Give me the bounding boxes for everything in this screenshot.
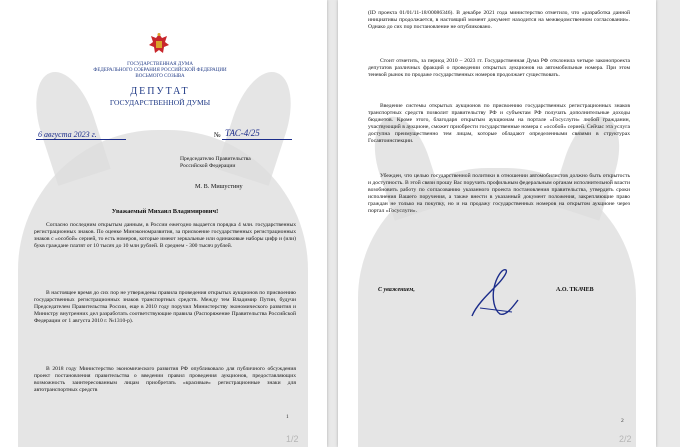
signature-icon bbox=[466, 266, 528, 322]
addressee-line-2: Российской Федерации bbox=[180, 162, 236, 169]
deputy-title: ДЕПУТАТ bbox=[130, 86, 190, 97]
salutation: Уважаемый Михаил Владимирович! bbox=[111, 208, 219, 215]
paragraph-3: В 2018 году Министерство экономического развития РФ опубликовало для публичного обсуждения проект постановления правительства о введении правил проведения аукционов, предоставляющих возможность заинтересованным лицам приобретать «красивые» регистрационные знаки для автотранспортных средств bbox=[34, 366, 296, 393]
number-prefix: № bbox=[214, 131, 221, 139]
paragraph-2: Стоит отметить, за период 2010 – 2023 гг. Государственная Дума РФ отклонила четыре законопроекта депутатов различных фракций о проведении открытых аукционов на автомобильные номера. При этом теневой рынок по продаже государственных номеров продолжает существовать. bbox=[368, 58, 630, 78]
paragraph-4: Убежден, что целью государственной политики в отношении автомобилистов должно быть открытость и доступность. В этой связи прошу Вас поручить профильным федеральным органам исполнительной власти возобновить работу по согласованию указанного проекта постановления правительства, утвердить сроки исполнения Вашего поручения, а также внести в указанный документ положения, закрепляющие право граждан не только на покупку, но и на продажу государственных номеров на открытом аукционе через портал «Госуслуги». bbox=[368, 173, 630, 214]
number-line bbox=[222, 139, 292, 140]
paragraph-2: В настоящее время до сих пор не утверждены правила проведения открытых аукционов по присвоению государственных регистрационных знаков транспортных средств. Между тем Владимир Путин, будучи Председателем Правительства России, еще в 2010 году поручил Министерству экономического развития и Министру внутренних дел разработать соответствующие правила (Распоряжение Правительства Российской Федерации от 1 августа 2010 г. №1310-р). bbox=[34, 290, 296, 324]
closing: С уважением, bbox=[378, 287, 415, 293]
org-line-2: ФЕДЕРАЛЬНОГО СОБРАНИЯ РОССИЙСКОЙ ФЕДЕРАЦИИ bbox=[93, 68, 227, 74]
page-number: 2 bbox=[621, 418, 624, 424]
date-line bbox=[36, 139, 126, 140]
coat-of-arms-icon bbox=[148, 32, 170, 56]
deputy-subtitle: ГОСУДАРСТВЕННОЙ ДУМЫ bbox=[109, 98, 211, 107]
date-handwritten: 6 августа 2023 г. bbox=[38, 130, 97, 139]
number-handwritten: ТАС-4/25 bbox=[225, 128, 260, 138]
document-page-2 bbox=[338, 0, 656, 447]
page-number: 1 bbox=[286, 414, 289, 420]
paragraph-3: Введение системы открытых аукционов по присвоению государственных регистрационных знаков транспортных средств позволит правительству РФ и субъектам РФ получать дополнительные доходы бюджетов. Кроме этого, благодаря открытым аукционам на портале «Госуслуги» любой гражданин, участвующий в аукционе, сможет приобрести государственные номера с «особой» серией. Сейчас эта услуга доступна преимущественно тем лицам, которые обладают определенными связями в структурах Госавтоинспекции. bbox=[368, 103, 630, 144]
org-line-3: ВОСЬМОГО СОЗЫВА bbox=[135, 74, 185, 80]
org-line-1: ГОСУДАРСТВЕННАЯ ДУМА bbox=[127, 62, 193, 67]
document-page-1 bbox=[0, 0, 327, 447]
watermark-ear-left bbox=[24, 64, 110, 186]
addressee-line-1: Председателю Правительства bbox=[180, 156, 251, 162]
signer-name: А.О. ТКАЧЕВ bbox=[556, 287, 594, 293]
paragraph-1: (ID проекта 01/01/11-18/00086346). В декабре 2021 года министерство отметило, что «разработка данной инициативы продолжается, в настоящий момент документ находится на межведомственном согласовании». Однако до сих пор постановление не опубликовано. bbox=[368, 10, 630, 30]
paragraph-1: Согласно последним открытым данным, в России ежегодно выдается порядка 4 млн. государственных регистрационных знаков. По оценке Минэкономразвития, за присвоение государственных регистрационных знаков с «особой» серией, то есть номеров, которые имеют зеркальные или одинаковые наборы цифр и (или) букв граждане платят от 10 тысяч до 10 млн рублей. В среднем - 300 тысяч рублей. bbox=[34, 222, 296, 249]
viewer-page-indicator: 1/2 bbox=[286, 434, 299, 444]
viewer-page-indicator: 2/2 bbox=[619, 434, 632, 444]
addressee-name: М. В. Мишустину bbox=[195, 183, 243, 190]
